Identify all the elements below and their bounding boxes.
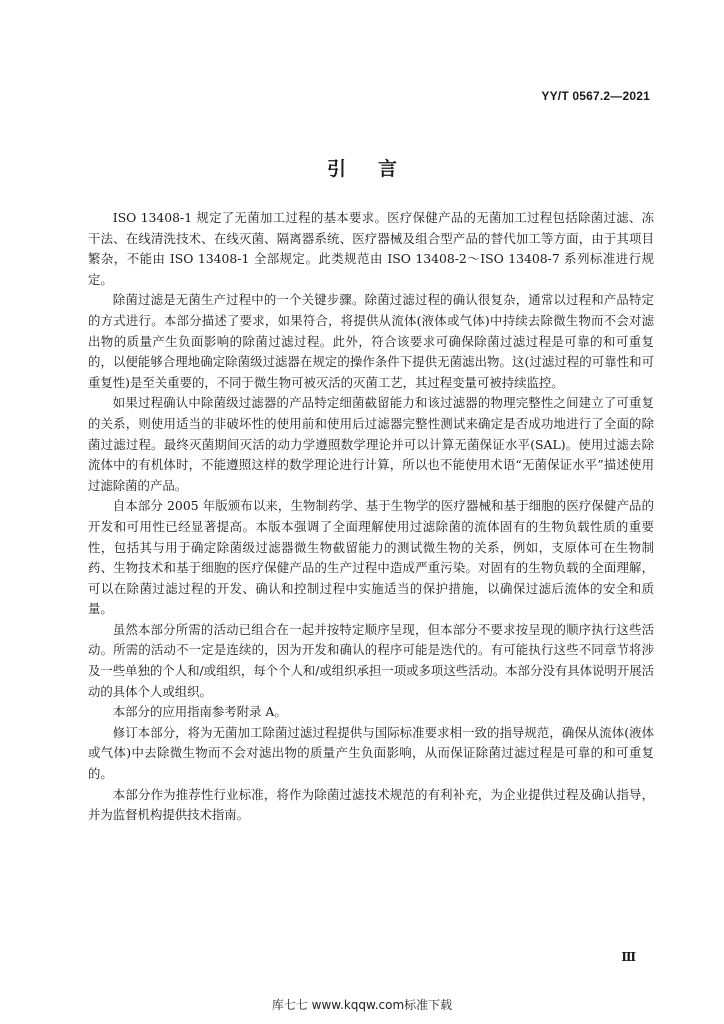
document-body xyxy=(88,208,654,826)
paragraph: 如果过程确认中除菌级过滤器的产品特定细菌截留能力和该过滤器的物理完整性之间建立了可重复的关系，则使用适当的非破坏性的使用前和使用后过滤器完整性测试来确定是否成功地进行了全面的除菌过滤过程。最终灭菌期间灭活的动力学遵照数学理论并可以计算无菌保证水平(SAL)。使用过滤去除流体中的有机体时，不能遵照这样的数学理论进行计算，所以也不能使用术语“无菌保证水平”描述使用过滤除菌的产品。 xyxy=(88,395,654,493)
paragraph: ISO 13408-1 规定了无菌加工过程的基本要求。医疗保健产品的无菌加工过程包括除菌过滤、冻干法、在线清洗技术、在线灭菌、隔离器系统、医疗器械及组合型产品的替代加工等方面，由于其项目繁杂，不能由 ISO 13408-1 全部规定。此类规范由 ISO 13408-2～ISO 13408-7 系列标准进行规定。 xyxy=(88,210,654,287)
paragraph: 本部分作为推荐性行业标准，将作为除菌过滤技术规范的有利补充，为企业提供过程及确认指导，并为监督机构提供技术指南。 xyxy=(88,786,654,823)
paragraph: 本部分的应用指南参考附录 A。 xyxy=(112,704,287,720)
standard-code: YY/T 0567.2—2021 xyxy=(541,89,650,103)
paragraph: 虽然本部分所需的活动已组合在一起并按特定顺序呈现，但本部分不要求按呈现的顺序执行这些活动。所需的活动不一定是连续的，因为开发和确认的程序可能是迭代的。有可能执行这些不同章节将涉及一些单独的个人和/或组织，每个个人和/或组织承担一项或多项这些活动。本部分没有具体说明开展活动的具体个人或组织。 xyxy=(88,621,654,699)
page-number: Ⅲ xyxy=(621,950,636,964)
page-title: 引言 xyxy=(326,158,429,180)
paragraph: 修订本部分，将为无菌加工除菌过滤过程提供与国际标准要求相一致的指导规范，确保从流体(液体或气体)中去除微生物而不会对滤出物的质量产生负面影响，从而保证除菌过滤过程是可靠的和可重复的。 xyxy=(88,724,654,782)
paragraph: 自本部分 2005 年版颁布以来，生物制药学、基于生物学的医疗器械和基于细胞的医疗保健产品的开发和可用性已经显著提高。本版本强调了全面理解使用过滤除菌的流体固有的生物负载性质的重要性，包括其与用于确定除菌级过滤器微生物截留能力的测试微生物的关系，例如，支原体可在生物制药、生物技术和基于细胞的医疗保健产品的生产过程中造成严重污染。对固有的生物负载的全面理解，可以在除菌过滤过程的开发、确认和控制过程中实施适当的保护措施，以确保过滤后流体的安全和质量。 xyxy=(88,498,654,617)
footer-watermark: 库七七 www.kqqw.com标准下载 xyxy=(271,998,453,1012)
paragraph: 除菌过滤是无菌生产过程中的一个关键步骤。除菌过滤过程的确认很复杂，通常以过程和产品特定的方式进行。本部分描述了要求，如果符合，将提供从流体(液体或气体)中持续去除微生物而不会对滤出物的质量产生负面影响的除菌过滤过程。此外，符合该要求可确保除菌过滤过程是可靠的和可重复的，以便能够合理地确定除菌级过滤器在规定的操作条件下提供无菌滤出物。这(过滤过程的可靠性和可重复性)是至关重要的，不同于微生物可被灭活的灭菌工艺，其过程变量可被持续监控。 xyxy=(88,292,654,390)
